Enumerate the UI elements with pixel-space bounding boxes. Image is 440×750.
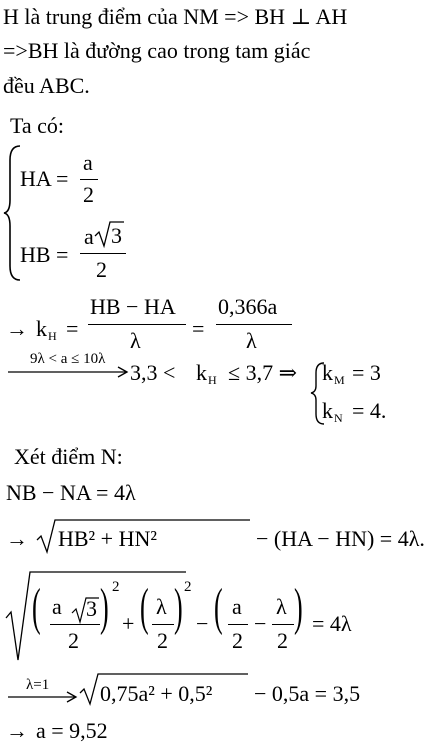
- ha-fraction-bar: [80, 179, 98, 180]
- big-minus: −: [196, 611, 209, 636]
- condition-range-right: ≤ 3,7 ⇒: [228, 360, 298, 385]
- big-frac1-bar: [50, 624, 100, 625]
- ha-lhs: HA =: [20, 166, 69, 191]
- kh-eq1: =: [66, 316, 79, 341]
- km-sub: M: [334, 373, 345, 387]
- result-text: a = 9,52: [36, 718, 108, 743]
- kh-frac2-num: 0,366a: [218, 294, 278, 319]
- kh-arrow: →: [6, 316, 28, 341]
- km-value: = 3: [352, 360, 381, 385]
- condition-k-sub: H: [208, 373, 217, 387]
- kh-k: k: [36, 316, 47, 341]
- ta-co-label: Ta có:: [10, 113, 65, 138]
- big-rhs: = 4λ: [312, 611, 352, 636]
- big-paren-2-close: ): [174, 579, 183, 636]
- lambda-over-arrow-text: λ=1: [26, 677, 50, 693]
- condition-k: k: [196, 360, 207, 385]
- kh-frac1-bar: [88, 324, 186, 325]
- big-exp-2: 2: [184, 579, 192, 595]
- sqrt-line-arrow: →: [6, 526, 28, 551]
- system1-brace: [4, 146, 20, 280]
- kn-value: = 4.: [352, 398, 387, 423]
- sqrt-line-rest: − (HA − HN) = 4λ.: [256, 526, 425, 551]
- kh-frac2-bar: [216, 324, 292, 325]
- lambda-rest: − 0,5a = 3,5: [254, 681, 361, 706]
- hb-numerator-a: a: [84, 224, 94, 249]
- big-frac2-bar: [152, 624, 174, 625]
- big-frac4-bar: [272, 624, 294, 625]
- hb-fraction-bar: [80, 253, 126, 254]
- big-frac4-den: 2: [277, 628, 288, 653]
- big-paren-3-open: (: [214, 579, 223, 636]
- kh-frac1-den: λ: [130, 328, 141, 353]
- kn-k: k: [322, 398, 333, 423]
- kh-sub: H: [48, 329, 57, 343]
- big-frac1-den: 2: [68, 628, 79, 653]
- big-frac3-bar: [228, 624, 248, 625]
- big-paren-2-open: (: [140, 579, 149, 636]
- ha-numerator: a: [83, 150, 93, 175]
- condition-range-left: 3,3 <: [130, 360, 176, 385]
- big-lambda-1: λ: [156, 594, 167, 619]
- big-minus-2: −: [254, 611, 267, 636]
- big-paren-1-open: (: [32, 579, 41, 636]
- hb-numerator-radicand: 3: [111, 223, 122, 248]
- big-paren-1-close: ): [100, 579, 109, 636]
- big-frac2-den: 2: [157, 628, 168, 653]
- lambda-radicand: 0,75a² + 0,5²: [100, 681, 213, 706]
- hb-lhs: HB =: [20, 242, 69, 267]
- km-k: k: [322, 360, 333, 385]
- kh-frac2-den: λ: [246, 328, 257, 353]
- hb-denominator: 2: [96, 257, 107, 282]
- kh-eq2: =: [192, 316, 205, 341]
- big-frac3-den: 2: [232, 628, 243, 653]
- nb-na-equation: NB − NA = 4λ: [6, 480, 136, 505]
- intro-line-1: H là trung điểm của NM => BH ⊥ AH: [3, 4, 348, 29]
- sqrt-line-radicand: HB² + HN²: [58, 526, 157, 551]
- intro-line-2: =>BH là đường cao trong tam giác: [3, 38, 311, 63]
- big-exp-1: 2: [112, 579, 120, 595]
- kn-sub: N: [334, 411, 343, 425]
- xet-diem-label: Xét điểm N:: [14, 444, 123, 469]
- big-plus: +: [122, 611, 135, 636]
- big-paren-3-close: ): [294, 579, 303, 636]
- intro-line-3: đều ABC.: [3, 73, 90, 98]
- big-rad: 3: [86, 596, 97, 621]
- big-a: a: [52, 594, 62, 619]
- kh-frac1-num: HB − HA: [90, 294, 176, 319]
- big-a-2: a: [232, 594, 242, 619]
- result-arrow: →: [6, 718, 28, 743]
- big-lambda-2: λ: [276, 594, 287, 619]
- ha-denominator: 2: [83, 182, 94, 207]
- condition-over-arrow-text: 9λ < a ≤ 10λ: [30, 351, 106, 367]
